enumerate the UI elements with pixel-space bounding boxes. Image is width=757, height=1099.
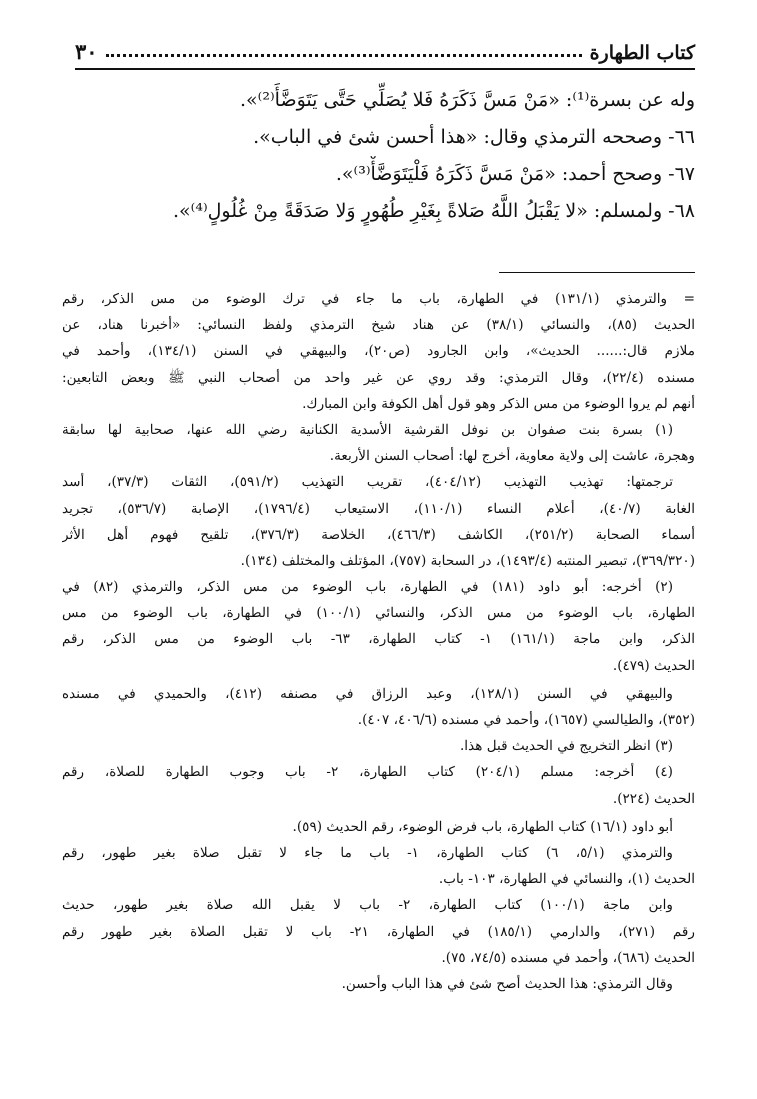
page-number: ٣٠: [75, 39, 98, 64]
main-text: [100, 82, 695, 230]
footnote-line: الحديث (٢٢٤).: [612, 790, 695, 807]
footnote-line: وهجرة، عاشت إلى ولاية معاوية، أخرج لها: أصحاب السنن الأربعة.: [329, 448, 695, 465]
footnote-line: الذكر، وابن ماجة (١٦١/١) ١- كتاب الطهارة، ٦٣- باب الوضوء من مس الذكر، رقم: [62, 631, 695, 648]
footnote-line: (٢) أخرجه: أبو داود (١٨١) في الطهارة، باب الوضوء من مس الذكر، والترمذي (٨٢) في: [62, 579, 674, 596]
footnote-line: وابن ماجة (١٠٠/١) كتاب الطهارة، ٢- باب لا يقبل الله صلاة بغير طهور، حديث: [62, 897, 673, 914]
footnote-line: أنهم لم يروا الوضوء من مس الذكر وهو قول أهل الكوفة وابن المبارك.: [302, 395, 695, 412]
hadith-line: ٦٨- ولمسلم: «لا يَقْبَلُ اللَّهُ صَلاةً بِغَيْرِ طُهُورٍ وَلا صَدَقَةً مِنْ غُلُولٍ⁽⁴⁾».: [172, 200, 695, 222]
footnote-line: (٣) انظر التخريج في الحديث قبل هذا.: [459, 738, 673, 755]
running-header: [75, 40, 695, 70]
hadith-line: وله عن بسرة⁽¹⁾: «مَنْ مَسَّ ذَكَرَهُ فَلا يُصَلِّي حَتَّى يَتَوَضَّأَ⁽²⁾».: [240, 89, 695, 111]
leader-dots: [106, 54, 582, 57]
footnotes: [62, 286, 695, 997]
footnote-line: الغابة (٤٠/٧)، أعلام النساء (١١٠/١)، الاستيعاب (١٧٩٦/٤)، الإصابة (٥٣٦/٧)، تجريد: [62, 500, 695, 517]
chapter-title: كتاب الطهارة: [589, 42, 695, 64]
hadith-line: ٦٧- وصحح أحمد: «مَنْ مَسَّ ذَكَرَهُ فَلْيَتَوَضَّأْ⁽³⁾».: [335, 163, 695, 185]
footnote-separator: [499, 272, 695, 273]
footnote-line: ترجمتها: تهذيب التهذيب (٤٠٤/١٢)، تقريب التهذيب (٥٩١/٢)، الثقات (٣٧/٣)، أسد: [62, 474, 673, 491]
footnote-line: رقم (٢٧١)، والدارمي (١٨٥/١) في الطهارة، ٢١- باب لا تقبل الصلاة بغير طهور رقم: [62, 923, 695, 940]
footnote-line: والبيهقي في السنن (١٢٨/١)، وعبد الرزاق في مصنفه (٤١٢)، والحميدي في مسنده: [62, 685, 673, 702]
footnote-line: أسماء الصحابة (٢٥١/٢)، الكاشف (٤٦٦/٣)، الخلاصة (٣٧٦/٣)، تلقيح فهوم أهل الأثر: [62, 526, 695, 543]
footnote-line: الطهارة، باب الوضوء من مس الذكر، والنسائي (١٠٠/١) في الطهارة، باب الوضوء من مس: [62, 605, 695, 622]
footnote-line: = والترمذي (١٣١/١) في الطهارة، باب ما جاء في ترك الوضوء من مس الذكر، رقم: [62, 291, 695, 307]
footnote-line: أبو داود (١٦/١) كتاب الطهارة، باب فرض الوضوء، رقم الحديث (٥٩).: [292, 818, 673, 835]
footnote-line: (٣٥٢)، والطيالسي (١٦٥٧)، وأحمد في مسنده (٤٠٦/٦، ٤٠٧).: [357, 712, 695, 728]
footnote-line: الحديث (٦٨٦)، وأحمد في مسنده (٧٤/٥، ٧٥).: [441, 949, 695, 966]
footnote-line: ملازم قال:...... الحديث»، وابن الجارود (ص٢٠)، والبيهقي في السنن (١٣٤/١)، وأحمد في: [62, 343, 695, 360]
footnote-line: (٤) أخرجه: مسلم (٢٠٤/١) كتاب الطهارة، ٢- باب وجوب الطهارة للصلاة، رقم: [62, 764, 673, 781]
footnote-line: والترمذي (٥/١، ٦) كتاب الطهارة، ١- باب ما جاء لا تقبل صلاة بغير طهور، رقم: [62, 844, 673, 861]
footnote-line: الحديث (٤٧٩).: [612, 657, 695, 674]
footnote-line: (١) بسرة بنت صفوان بن نوفل القرشية الأسدية الكنانية رضي الله عنها، صحابية لها سابقة: [62, 421, 673, 438]
footnote-line: الحديث (١)، والنسائي في الطهارة، ١٠٣- باب.: [438, 871, 695, 888]
footnote-line: الحديث (٨٥)، والنسائي (٣٨/١) عن هناد شيخ الترمذي ولفظ النسائي: «أخبرنا هناد، عن: [62, 317, 695, 334]
footnote-line: وقال الترمذي: هذا الحديث أصح شئ في هذا الباب وأحسن.: [341, 975, 673, 992]
footnote-line: (٣٦٩/٣٢٠)، تبصير المنتبه (١٤٩٣/٤)، در السحابة (٧٥٧)، المؤتلف والمختلف (١٣٤).: [240, 552, 695, 569]
hadith-line: ٦٦- وصححه الترمذي وقال: «هذا أحسن شئ في الباب».: [253, 126, 695, 148]
footnote-line: مسنده (٢٢/٤)، وقال الترمذي: وقد روي عن غير واحد من أصحاب النبي ﷺ وبعض التابعين:: [62, 369, 695, 386]
